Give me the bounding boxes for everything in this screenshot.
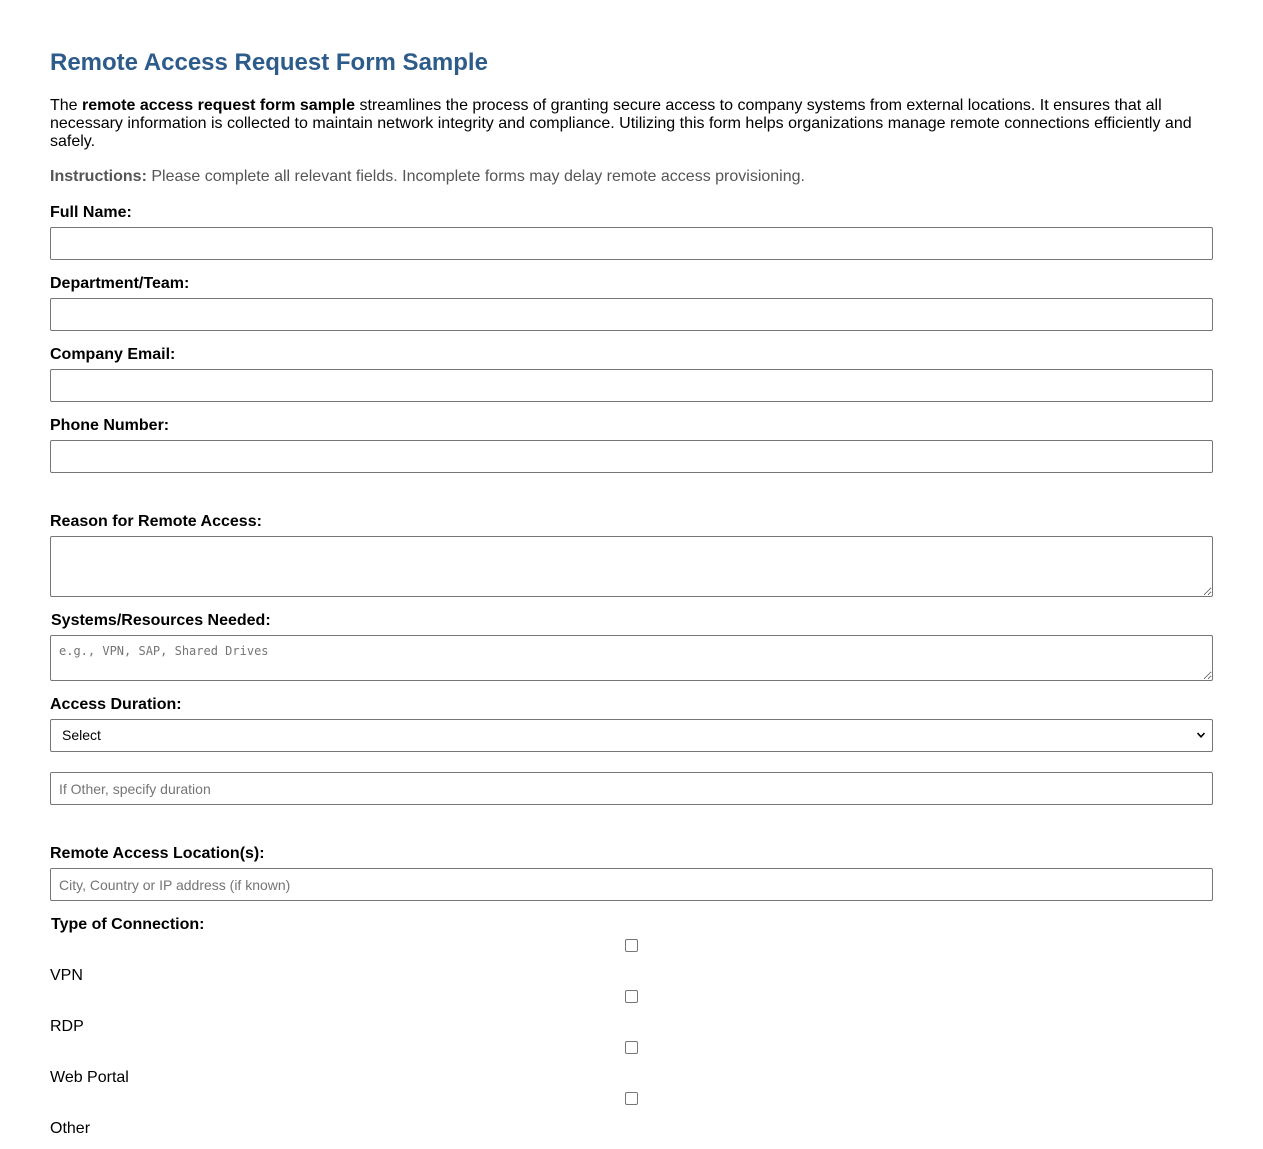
checkbox-vpn[interactable] xyxy=(625,939,638,952)
duration-select[interactable] xyxy=(50,719,1213,752)
option-label-web-portal: Web Portal xyxy=(50,1069,129,1086)
option-label-vpn: VPN xyxy=(50,967,83,984)
location-label: Remote Access Location(s): xyxy=(50,845,265,862)
systems-label: Systems/Resources Needed: xyxy=(51,612,271,629)
reason-label: Reason for Remote Access: xyxy=(50,513,262,530)
connection-label: Type of Connection: xyxy=(51,916,205,933)
full-name-input[interactable] xyxy=(50,227,1213,260)
instructions-text: Please complete all relevant fields. Incomplete forms may delay remote access provisioning. xyxy=(146,168,805,185)
checkbox-web-portal[interactable] xyxy=(625,1041,638,1054)
instructions xyxy=(50,168,805,186)
systems-textarea[interactable] xyxy=(50,635,1213,681)
intro-bold: remote access request form sample xyxy=(82,97,356,114)
duration-selected-value: Select xyxy=(62,727,101,743)
duration-other-input[interactable] xyxy=(50,772,1213,805)
option-label-rdp: RDP xyxy=(50,1018,84,1035)
instructions-label: Instructions: xyxy=(50,168,147,185)
full-name-label: Full Name: xyxy=(50,204,132,221)
email-input[interactable] xyxy=(50,369,1213,402)
reason-textarea[interactable] xyxy=(50,536,1213,597)
intro-rest: streamlines the process of granting secure access to company systems from external locations. It ensures that all necessary information is collected to maintain network integrity and compliance. Utilizing this form helps organizations manage remote connections efficiently and safely. xyxy=(50,97,1192,150)
phone-label: Phone Number: xyxy=(50,417,170,434)
checkbox-rdp[interactable] xyxy=(625,990,638,1003)
department-label: Department/Team: xyxy=(50,275,190,292)
phone-input[interactable] xyxy=(50,440,1213,473)
email-label: Company Email: xyxy=(50,346,176,363)
page-title: Remote Access Request Form Sample xyxy=(50,49,488,76)
option-label-other: Other xyxy=(50,1120,91,1137)
chevron-down-icon xyxy=(1197,731,1205,739)
department-input[interactable] xyxy=(50,298,1213,331)
intro-paragraph xyxy=(50,97,1210,151)
checkbox-other[interactable] xyxy=(625,1092,638,1105)
intro-lead: The xyxy=(50,97,83,114)
location-input[interactable] xyxy=(50,868,1213,901)
duration-label: Access Duration: xyxy=(50,696,182,713)
